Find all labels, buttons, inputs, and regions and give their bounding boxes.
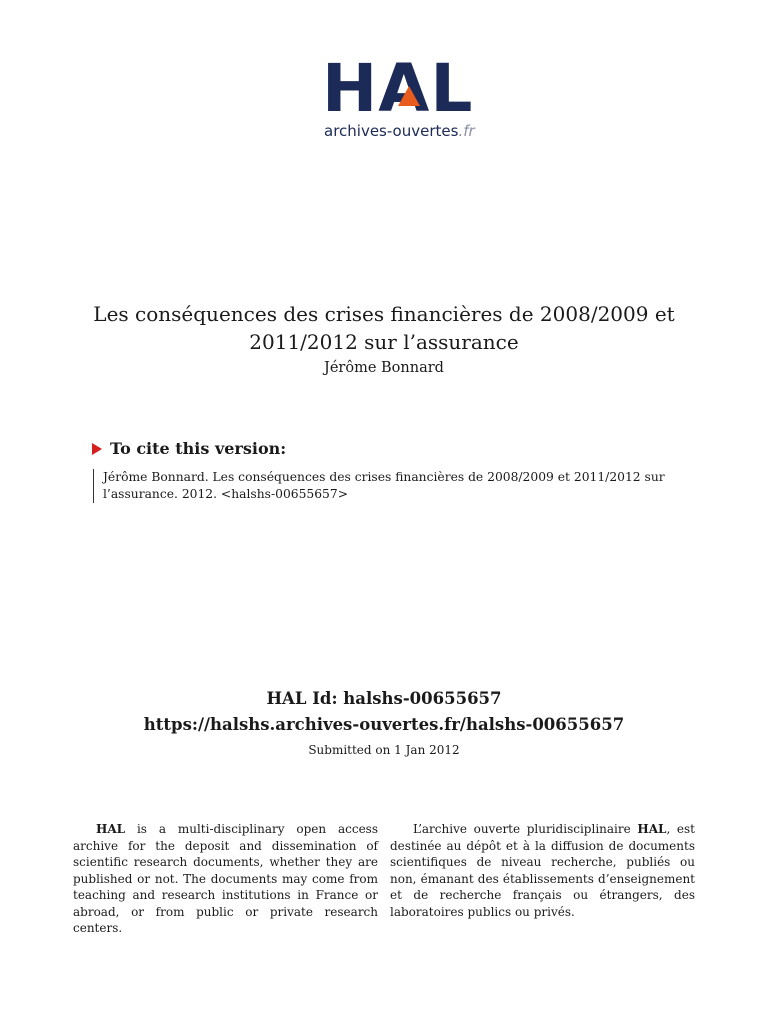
triangle-right-icon [92,443,102,455]
disclaimer-fr-bold: HAL [637,822,667,836]
document-author: Jérôme Bonnard [324,360,444,376]
logo-letter-a-text: A [378,50,431,127]
hal-logo [322,50,492,142]
submission-date: Submitted on 1 Jan 2012 [308,743,460,757]
hal-url[interactable]: https://halshs.archives-ouvertes.fr/halshs-00655657 [143,715,625,734]
logo-letter-h: H [322,50,379,127]
hal-id-block [60,686,708,738]
logo-letter-l: L [430,50,474,127]
disclaimer-english [73,821,378,937]
cite-heading-text: To cite this version: [110,439,287,458]
document-title: Les conséquences des crises financières de 2008/2009 et 2011/2012 sur l’assurance [93,302,675,354]
disclaimer-fr-lead: L’archive ouverte pluridisciplinaire [413,822,638,836]
citation-text: Jérôme Bonnard. Les conséquences des crises financières de 2008/2009 et 2011/2012 sur l’assurance. 2012. <halshs-00655657> [93,469,738,503]
hal-id: HAL Id: halshs-00655657 [266,689,502,708]
disclaimer-en-bold: HAL [96,822,126,836]
disclaimer-en-text: is a multi-disciplinary open access archive for the deposit and dissemination of scientific research documents, whether they are published or not. The documents may come from teaching and research institutions in France or abroad, or from public or private research centers. [73,822,378,935]
disclaimer-french [390,821,695,920]
logo-letter-a [378,50,431,127]
hal-logo-mark [322,50,492,127]
logo-subtitle-suffix: .fr [458,122,475,140]
disclaimer-fr-text: , est destinée au dépôt et à la diffusion de documents scientifiques de niveau recherche, publiés ou non, émanant des établissements d’enseignement et de recherche français ou étrangers, des laboratoires publics ou privés. [390,822,695,919]
cite-heading [92,439,286,458]
logo-subtitle-text: archives-ouvertes [324,122,459,140]
logo-triangle-icon [398,86,420,106]
